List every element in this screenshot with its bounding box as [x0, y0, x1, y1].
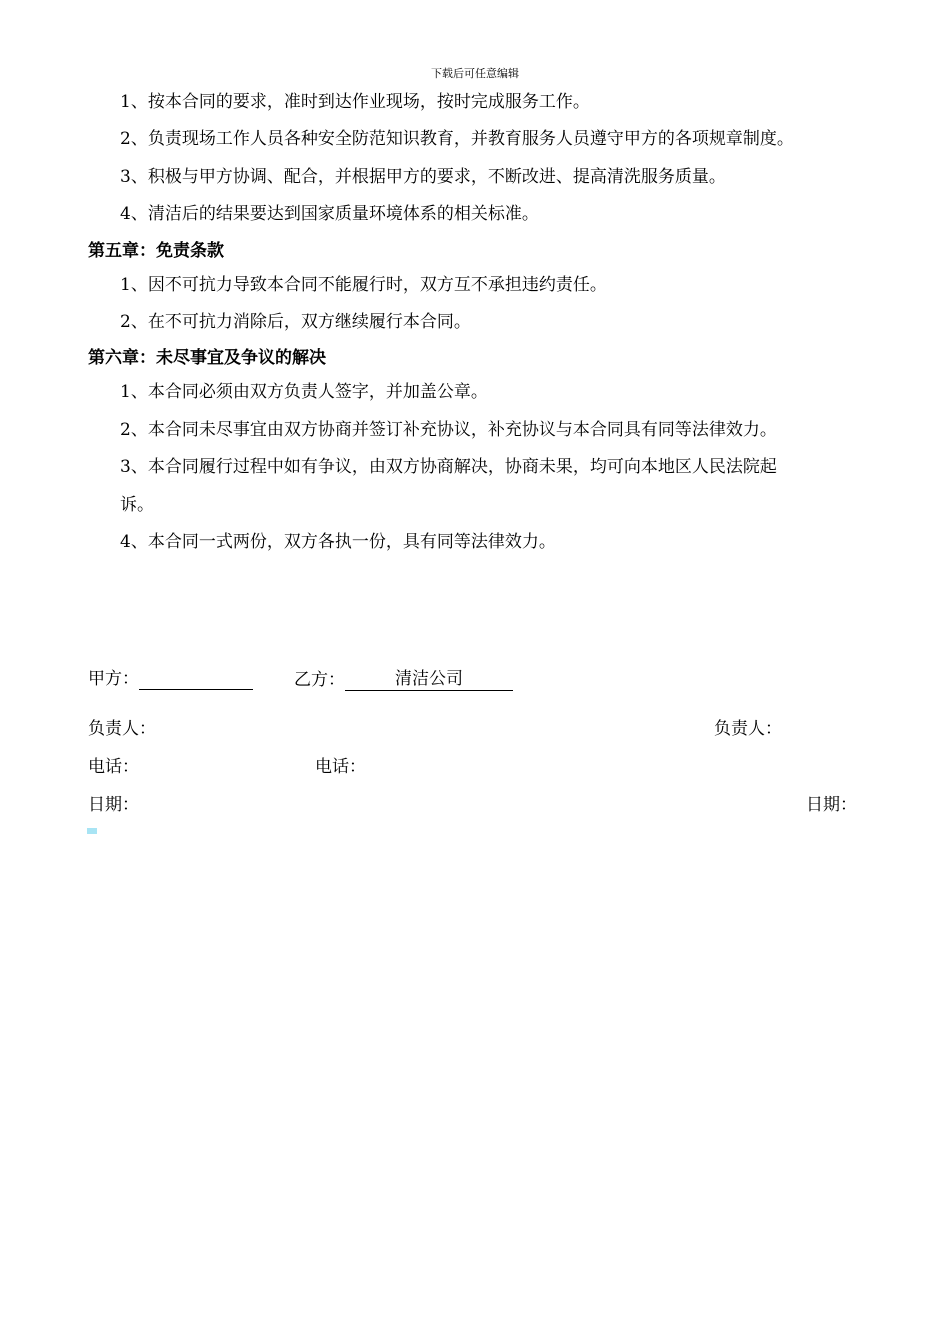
responsible-a-label: 负责人： — [88, 719, 156, 739]
text-cursor-marker — [87, 828, 97, 834]
obligation-item-2: 2、负责现场工作人员各种安全防范知识教育，并教育服务人员遵守甲方的各项规章制度。 — [120, 129, 794, 149]
download-note: 下载后可任意编辑 — [431, 67, 519, 80]
phone-b-label: 电话： — [315, 757, 366, 777]
date-b-label: 日期： — [806, 795, 857, 815]
chapter6-item-1: 1、本合同必须由双方负责人签字，并加盖公章。 — [120, 382, 488, 402]
chapter6-item-4: 4、本合同一式两份，双方各执一份，具有同等法律效力。 — [120, 532, 556, 552]
date-a-label: 日期： — [88, 795, 139, 815]
chapter5-item-2: 2、在不可抗力消除后，双方继续履行本合同。 — [120, 312, 471, 332]
chapter6-item-3-cont: 诉。 — [120, 495, 154, 515]
chapter6-item-2: 2、本合同未尽事宜由双方协商并签订补充协议，补充协议与本合同具有同等法律效力。 — [120, 420, 777, 440]
chapter5-item-1: 1、因不可抗力导致本合同不能履行时，双方互不承担违约责任。 — [120, 275, 607, 295]
party-b-value: 清洁公司 — [345, 668, 513, 691]
responsible-b-label: 负责人： — [714, 719, 782, 739]
party-b-line — [294, 668, 513, 691]
chapter6-title: 第六章：未尽事宜及争议的解决 — [88, 348, 326, 368]
chapter5-title: 第五章：免责条款 — [88, 241, 224, 261]
party-b-label: 乙方： — [294, 670, 345, 690]
party-a-blank — [139, 669, 253, 690]
chapter6-item-3: 3、本合同履行过程中如有争议，由双方协商解决，协商未果，均可向本地区人民法院起 — [120, 457, 777, 477]
obligation-item-1: 1、按本合同的要求，准时到达作业现场，按时完成服务工作。 — [120, 92, 590, 112]
obligation-item-3: 3、积极与甲方协调、配合，并根据甲方的要求，不断改进、提高清洗服务质量。 — [120, 167, 726, 187]
party-a-line — [88, 668, 253, 690]
phone-a-label: 电话： — [88, 757, 139, 777]
party-a-label: 甲方： — [88, 669, 139, 689]
obligation-item-4: 4、清洁后的结果要达到国家质量环境体系的相关标准。 — [120, 204, 539, 224]
